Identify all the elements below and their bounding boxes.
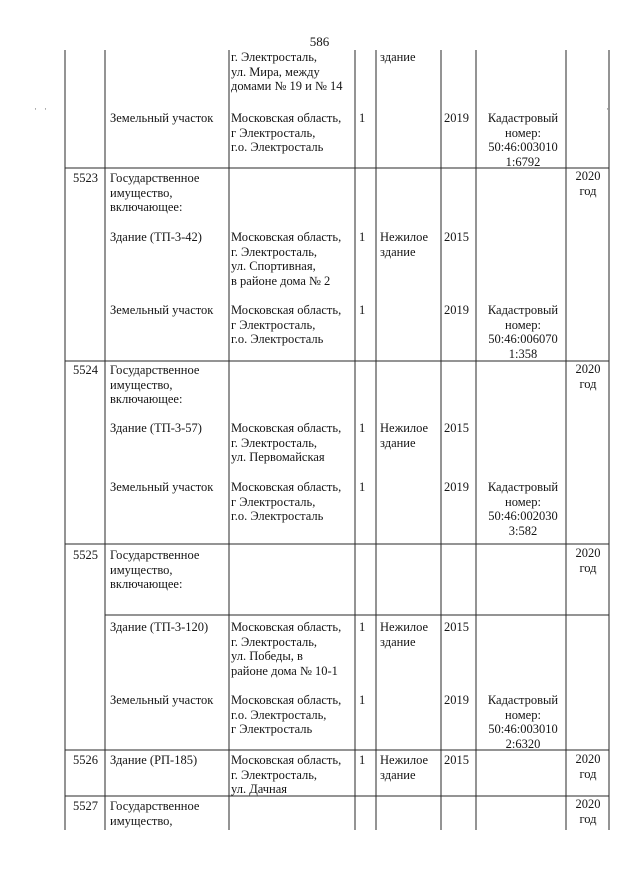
- row-number: 5525: [73, 548, 98, 562]
- scan-speck: ·: [44, 104, 47, 114]
- item-name-cell: Здание (РП-185): [110, 753, 198, 767]
- quantity-cell: 1: [359, 303, 366, 317]
- quantity-cell: 1: [359, 230, 366, 244]
- item-name-cell: Земельный участок: [110, 480, 214, 494]
- object-type-cell: Нежилое здание: [380, 620, 429, 649]
- year-cell: 2015: [444, 620, 469, 634]
- address-cell: Московская область, г Электросталь, г.о. Электросталь: [231, 111, 342, 154]
- date-cell: 2020 год: [575, 546, 601, 575]
- item-name-cell: Государственное имущество, включающее:: [110, 548, 200, 591]
- quantity-cell: 1: [359, 111, 366, 125]
- scan-speck: ·: [606, 104, 609, 114]
- cadastral-cell: Кадастровый номер: 50:46:002030 3:582: [487, 480, 559, 538]
- item-name-cell: Земельный участок: [110, 111, 214, 125]
- date-cell: 2020 год: [575, 797, 601, 826]
- scan-speck: ·: [34, 104, 37, 114]
- year-cell: 2019: [444, 693, 469, 707]
- year-cell: 2015: [444, 753, 469, 767]
- cadastral-cell: Кадастровый номер: 50:46:003010 1:6792: [487, 111, 559, 169]
- cadastral-cell: Кадастровый номер: 50:46:006070 1:358: [487, 303, 559, 361]
- year-cell: 2015: [444, 421, 469, 435]
- item-name-cell: Здание (ТП-3-42): [110, 230, 202, 244]
- item-name-cell: Государственное имущество, включающее:: [110, 363, 200, 406]
- quantity-cell: 1: [359, 620, 366, 634]
- address-cell: Московская область, г.о. Электросталь, г Электросталь: [231, 693, 342, 736]
- row-number: 5523: [73, 171, 98, 185]
- item-name-cell: Государственное имущество,: [110, 799, 200, 828]
- address-cell: г. Электросталь, ул. Мира, между домами № 19 и № 14: [231, 50, 343, 93]
- row-number: 5527: [73, 799, 98, 813]
- quantity-cell: 1: [359, 480, 366, 494]
- object-type-cell: Нежилое здание: [380, 421, 429, 450]
- address-cell: Московская область, г. Электросталь, ул. Первомайская: [231, 421, 342, 464]
- page-number: 586: [309, 34, 330, 49]
- row-number: 5524: [73, 363, 98, 377]
- quantity-cell: 1: [359, 421, 366, 435]
- date-cell: 2020 год: [575, 752, 601, 781]
- item-name-cell: Земельный участок: [110, 303, 214, 317]
- quantity-cell: 1: [359, 753, 366, 767]
- item-name-cell: Здание (ТП-3-120): [110, 620, 209, 634]
- date-cell: 2020 год: [575, 362, 601, 391]
- address-cell: Московская область, г Электросталь, г.о. Электросталь: [231, 480, 342, 523]
- address-cell: Московская область, г Электросталь, г.о. Электросталь: [231, 303, 342, 346]
- year-cell: 2019: [444, 480, 469, 494]
- address-cell: Московская область, г. Электросталь, ул. Дачная: [231, 753, 342, 796]
- year-cell: 2015: [444, 230, 469, 244]
- item-name-cell: Государственное имущество, включающее:: [110, 171, 200, 214]
- date-cell: 2020 год: [575, 169, 601, 198]
- cadastral-cell: Кадастровый номер: 50:46:003010 2:6320: [487, 693, 559, 751]
- address-cell: Московская область, г. Электросталь, ул. Спортивная, в районе дома № 2: [231, 230, 342, 288]
- quantity-cell: 1: [359, 693, 366, 707]
- object-type-cell: Нежилое здание: [380, 753, 429, 782]
- address-cell: Московская область, г. Электросталь, ул. Победы, в районе дома № 10-1: [231, 620, 342, 678]
- item-name-cell: Земельный участок: [110, 693, 214, 707]
- year-cell: 2019: [444, 111, 469, 125]
- row-number: 5526: [73, 753, 98, 767]
- year-cell: 2019: [444, 303, 469, 317]
- object-type-cell: Нежилое здание: [380, 230, 429, 259]
- object-type-cell: здание: [380, 50, 416, 64]
- item-name-cell: Здание (ТП-3-57): [110, 421, 202, 435]
